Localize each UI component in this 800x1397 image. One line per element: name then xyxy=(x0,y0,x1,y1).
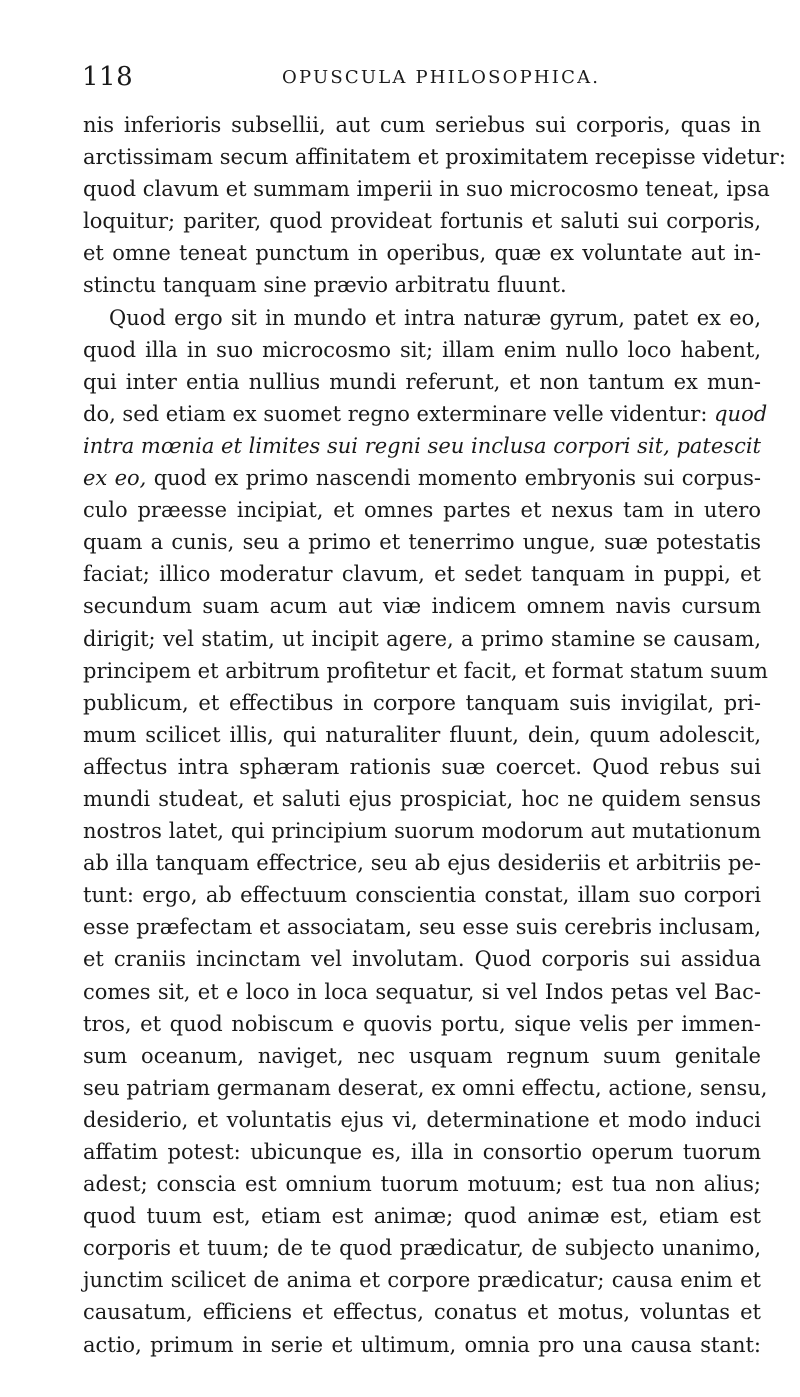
text-run: nostros latet, qui principium suorum modorum aut mutationum xyxy=(83,819,761,844)
text-line xyxy=(83,141,786,173)
text-run: faciat; illico moderatur clavum, et sedet tanquam in puppi, et xyxy=(83,562,761,587)
text-line xyxy=(83,1296,761,1328)
text-line xyxy=(83,1008,761,1040)
text-line xyxy=(83,462,761,494)
text-run: desiderio, et voluntatis ejus vi, determinatione et modo induci xyxy=(83,1107,761,1132)
text-run: qui inter entia nullius mundi referunt, et non tantum ex mun- xyxy=(83,369,761,394)
text-line xyxy=(83,1136,761,1168)
text-line xyxy=(83,1168,761,1200)
text-line xyxy=(83,879,761,911)
text-line xyxy=(83,847,761,879)
text-line xyxy=(83,109,761,141)
text-run: comes sit, et e loco in loca sequatur, si vel Indos petas vel Bac- xyxy=(83,979,761,1004)
text-line xyxy=(83,558,761,590)
text-line xyxy=(83,334,761,366)
text-line xyxy=(83,911,761,943)
text-run: quod illa in suo microcosmo sit; illam enim nullo loco habent, xyxy=(83,337,761,362)
text-run: actio, primum in serie et ultimum, omnia pro una causa stant: xyxy=(83,1332,761,1357)
text-run: ab illa tanquam effectrice, seu ab ejus desideriis et arbitriis pe- xyxy=(83,851,761,876)
text-line xyxy=(83,1200,761,1232)
text-run: arctissimam secum affinitatem et proximitatem recepisse videtur: xyxy=(83,145,786,170)
text-line xyxy=(83,1040,761,1072)
text-line xyxy=(83,1329,761,1361)
text-run: tunt: ergo, ab effectuum conscientia constat, illam suo corpori xyxy=(83,883,761,908)
text-line xyxy=(83,1072,768,1104)
text-run: secundum suam acum aut viæ indicem omnem navis cursum xyxy=(83,594,761,619)
text-line xyxy=(83,269,761,301)
text-run: culo præesse incipiat, et omnes partes et nexus tam in utero xyxy=(83,498,761,523)
text-run: adest; conscia est omnium tuorum motuum; est tua non alius; xyxy=(83,1172,761,1197)
text-run: et craniis incinctam vel involutam. Quod corporis sui assidua xyxy=(83,947,761,972)
text-run: esse præfectam et associatam, seu esse suis cerebris inclusam, xyxy=(83,915,761,940)
text-run: do, sed etiam ex suomet regno exterminare velle videntur: xyxy=(83,401,715,426)
text-run: affectus intra sphæram rationis suæ coercet. Quod rebus sui xyxy=(83,754,761,779)
text-line xyxy=(83,1104,761,1136)
text-run: sum oceanum, naviget, nec usquam regnum suum genitale xyxy=(83,1043,761,1068)
text-line xyxy=(83,623,761,655)
text-line xyxy=(83,783,761,815)
text-run: mum scilicet illis, qui naturaliter fluunt, dein, quum adolescit, xyxy=(83,722,761,747)
text-line xyxy=(83,1264,761,1296)
text-line xyxy=(83,815,761,847)
text-run: publicum, et effectibus in corpore tanquam suis invigilat, pri- xyxy=(83,690,761,715)
text-run: mundi studeat, et saluti ejus prospiciat, hoc ne quidem sensus xyxy=(83,786,761,811)
text-run: stinctu tanquam sine prævio arbitratu fluunt. xyxy=(83,273,567,298)
text-line xyxy=(83,430,761,462)
text-run: quod tuum est, etiam est animæ; quod animæ est, etiam est xyxy=(83,1204,761,1229)
text-line xyxy=(83,687,761,719)
italic-text: intra mœnia et limites sui regni seu inclusa corpori sit, patescit xyxy=(83,433,761,458)
text-line xyxy=(83,1232,761,1264)
text-run: Quod ergo sit in mundo et intra naturæ gyrum, patet ex eo, xyxy=(109,305,761,330)
text-line xyxy=(83,751,761,783)
text-run: quod clavum et summam imperii in suo microcosmo teneat, ipsa xyxy=(83,177,770,202)
text-run: quam a cunis, seu a primo et tenerrimo ungue, suæ potestatis xyxy=(83,530,761,555)
page-header xyxy=(82,62,762,102)
page-number: 118 xyxy=(82,62,134,92)
text-line xyxy=(83,366,761,398)
body-text xyxy=(83,109,786,1361)
text-line xyxy=(83,302,761,334)
text-run: affatim potest: ubicunque es, illa in consortio operum tuorum xyxy=(83,1140,761,1164)
text-line xyxy=(83,494,761,526)
text-run: corporis et tuum; de te quod prædicatur, de subjecto unanimo, xyxy=(83,1236,761,1261)
text-line xyxy=(83,943,761,975)
text-line xyxy=(83,526,761,558)
text-run: quod ex primo nascendi momento embryonis sui corpus- xyxy=(146,466,761,491)
text-line xyxy=(83,719,761,751)
text-run: loquitur; pariter, quod provideat fortunis et saluti sui corporis, xyxy=(83,209,761,234)
text-run: junctim scilicet de anima et corpore prædicatur; causa enim et xyxy=(83,1268,761,1293)
text-line xyxy=(83,590,761,622)
text-line xyxy=(83,655,768,687)
text-line xyxy=(83,205,761,237)
text-run: principem et arbitrum profitetur et facit, et format statum suum xyxy=(83,658,768,683)
text-run: seu patriam germanam deserat, ex omni effectu, actione, sensu, xyxy=(83,1075,768,1100)
text-run: dirigit; vel statim, ut incipit agere, a primo stamine se causam, xyxy=(83,626,761,651)
text-line xyxy=(83,398,768,430)
text-run: nis inferioris subsellii, aut cum seriebus sui corporis, quas in xyxy=(83,113,761,137)
text-run: causatum, efficiens et effectus, conatus et motus, voluntas et xyxy=(83,1300,761,1325)
text-run: tros, et quod nobiscum e quovis portu, sique velis per immen- xyxy=(83,1011,761,1036)
text-run: et omne teneat punctum in operibus, quæ ex voluntate aut in- xyxy=(83,241,761,266)
text-line xyxy=(83,976,761,1008)
running-title: OPUSCULA PHILOSOPHICA. xyxy=(282,67,601,88)
italic-text: quod xyxy=(714,401,768,426)
italic-text: ex eo, xyxy=(83,466,147,491)
text-line xyxy=(83,173,770,205)
text-line xyxy=(83,237,761,269)
